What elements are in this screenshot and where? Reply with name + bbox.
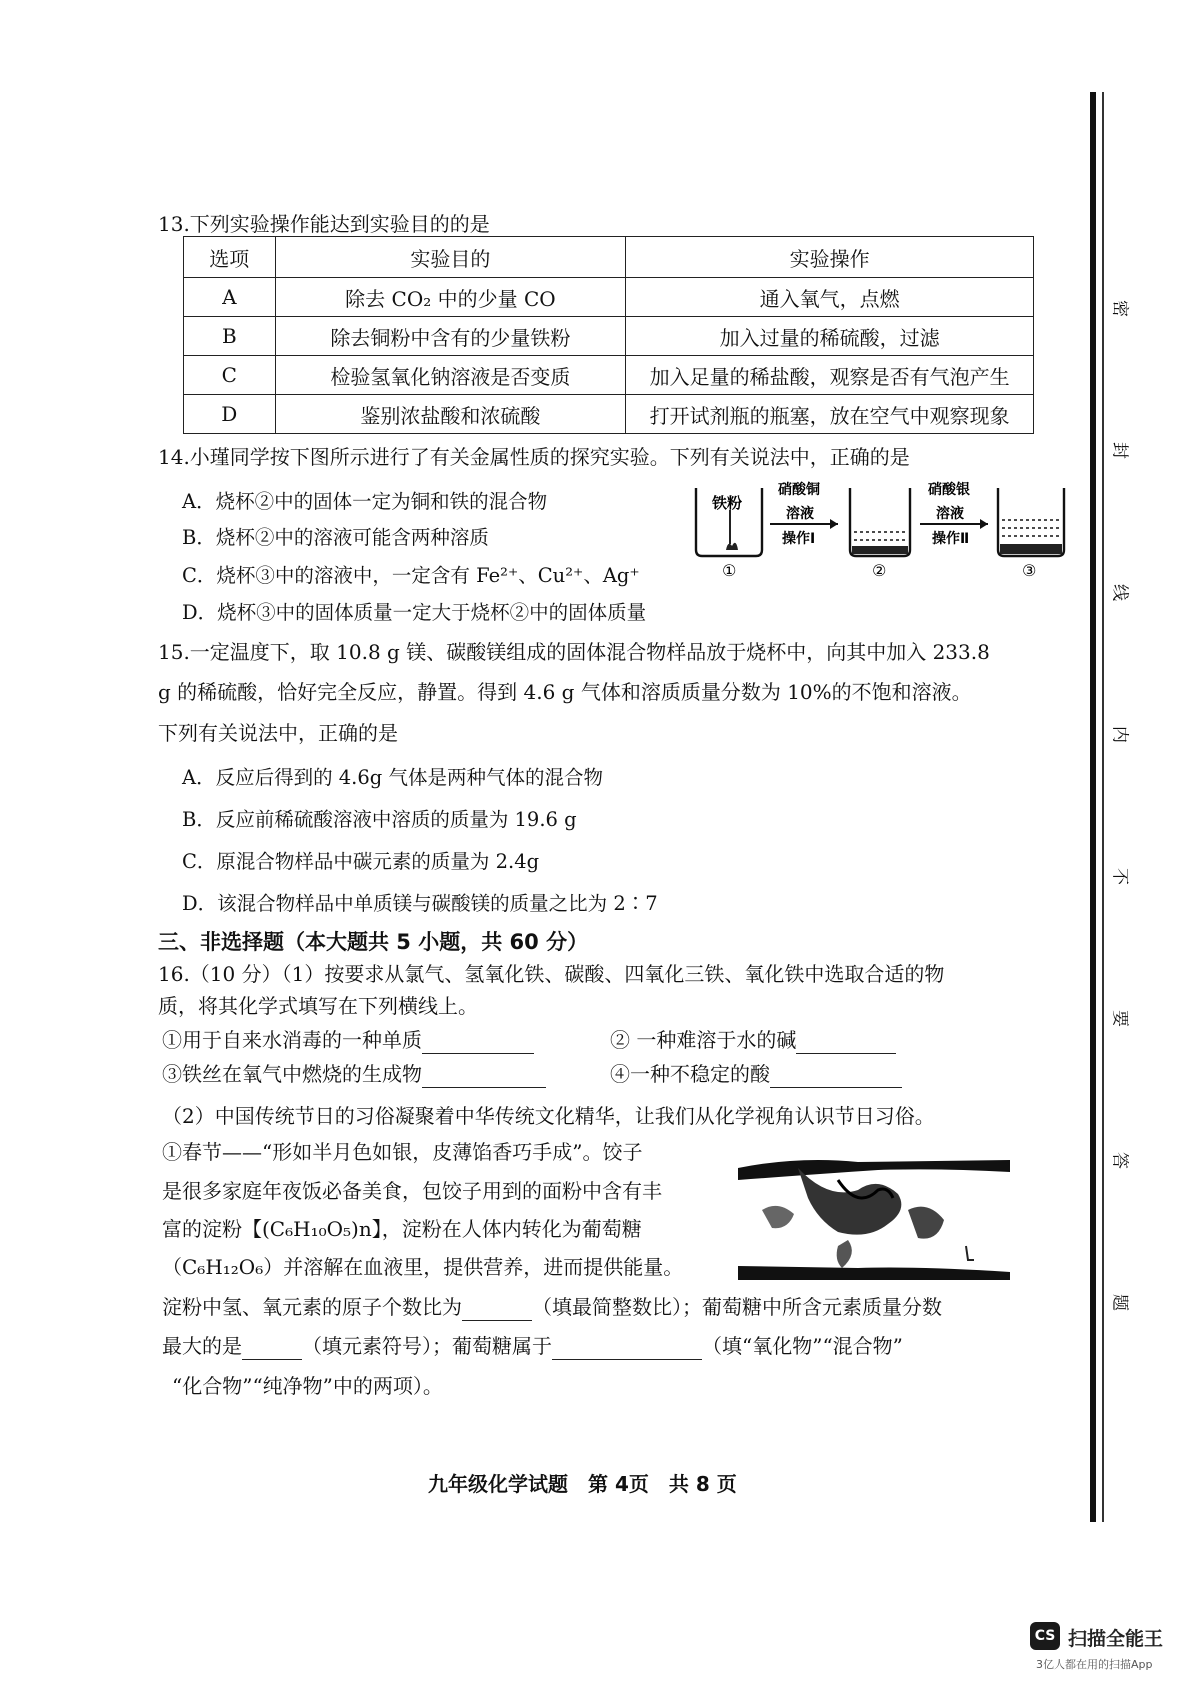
row-option: A bbox=[184, 278, 276, 317]
blank-4-prompt: ④一种不稳定的酸 bbox=[610, 1062, 770, 1086]
q16-line1: 16.（10 分）（1）按要求从氯气、氢氧化铁、碳酸、四氧化三铁、氧化铁中选取合适的物 bbox=[158, 962, 945, 986]
watermark-title: 扫描全能王 bbox=[1068, 1628, 1164, 1650]
dumpling-image-icon bbox=[738, 1150, 1010, 1280]
binding-rail-thick bbox=[1090, 92, 1096, 1522]
q16-part2-line8: “化合物”“纯净物”中的两项）。 bbox=[172, 1374, 443, 1398]
beaker-diagram bbox=[692, 480, 1072, 580]
table-row bbox=[184, 317, 1034, 356]
q15-line3: 下列有关说法中，正确的是 bbox=[158, 721, 398, 745]
q14-option-d: D．烧杯③中的固体质量一定大于烧杯②中的固体质量 bbox=[182, 601, 647, 624]
row-goal: 检验氢氧化钠溶液是否变质 bbox=[275, 356, 626, 395]
seal-char: 封 bbox=[1109, 442, 1130, 459]
step1-operation: 操作Ⅰ bbox=[782, 531, 816, 547]
line6-text-a: 淀粉中氢、氧元素的原子个数比为 bbox=[162, 1295, 462, 1319]
table-row bbox=[184, 356, 1034, 395]
beaker-3-icon bbox=[998, 488, 1064, 556]
step2-operation: 操作Ⅱ bbox=[932, 531, 970, 547]
beaker-1-number: ① bbox=[722, 561, 737, 580]
row-goal: 除去 CO₂ 中的少量 CO bbox=[275, 278, 626, 317]
answer-line-1[interactable] bbox=[422, 1033, 534, 1054]
row-option: C bbox=[184, 356, 276, 395]
blank-1-prompt: ①用于自来水消毒的一种单质 bbox=[162, 1028, 422, 1052]
seal-char: 内 bbox=[1109, 726, 1130, 743]
row-option: B bbox=[184, 317, 276, 356]
q15-option-d: D．该混合物样品中单质镁与碳酸镁的质量之比为 2∶7 bbox=[182, 892, 658, 915]
seal-char: 题 bbox=[1109, 1294, 1130, 1311]
answer-line-2[interactable] bbox=[796, 1033, 896, 1054]
camscanner-logo-icon: CS bbox=[1030, 1622, 1060, 1650]
row-option: D bbox=[184, 395, 276, 434]
q16-part2-line3: 是很多家庭年夜饭必备美食，包饺子用到的面粉中含有丰 bbox=[162, 1179, 662, 1203]
q16-blank-1 bbox=[162, 1026, 534, 1054]
row-operation: 通入氧气，点燃 bbox=[626, 278, 1034, 317]
q16-part2-line4: 富的淀粉【(C₆H₁₀O₅)n】，淀粉在人体内转化为葡萄糖 bbox=[162, 1217, 642, 1241]
table-row bbox=[184, 278, 1034, 317]
q13-table bbox=[183, 236, 1034, 434]
line6-text-b: （填最简整数比）；葡萄糖中所含元素质量分数 bbox=[532, 1295, 942, 1319]
q16-blank-3 bbox=[162, 1060, 546, 1088]
header-operation: 实验操作 bbox=[626, 237, 1034, 278]
row-goal: 鉴别浓盐酸和浓硫酸 bbox=[275, 395, 626, 434]
seal-char: 不 bbox=[1109, 868, 1130, 885]
beaker-2-number: ② bbox=[872, 561, 887, 580]
q14-option-b: B．烧杯②中的溶液可能含两种溶质 bbox=[182, 526, 489, 549]
answer-line-3[interactable] bbox=[422, 1067, 546, 1088]
step1-solution: 溶液 bbox=[786, 506, 814, 522]
blank-3-prompt: ③铁丝在氧气中燃烧的生成物 bbox=[162, 1062, 422, 1086]
step2-solution: 溶液 bbox=[936, 506, 964, 522]
seal-char: 要 bbox=[1109, 1010, 1130, 1027]
answer-line-ratio[interactable] bbox=[462, 1300, 532, 1321]
line7-text-c: （填“氧化物”“混合物” bbox=[702, 1334, 903, 1358]
step2-reagent: 硝酸银 bbox=[928, 482, 970, 498]
row-goal: 除去铜粉中含有的少量铁粉 bbox=[275, 317, 626, 356]
header-goal: 实验目的 bbox=[275, 237, 626, 278]
line7-text-a: 最大的是 bbox=[162, 1334, 242, 1358]
q15-option-c: C．原混合物样品中碳元素的质量为 2.4g bbox=[182, 850, 540, 873]
beaker-1-label: 铁粉 bbox=[712, 494, 743, 512]
header-option: 选项 bbox=[184, 237, 276, 278]
seal-char: 答 bbox=[1109, 1152, 1130, 1169]
row-operation: 打开试剂瓶的瓶塞，放在空气中观察现象 bbox=[626, 395, 1034, 434]
q16-part2-line7 bbox=[162, 1332, 903, 1360]
q13-title: 13.下列实验操作能达到实验目的的是 bbox=[158, 212, 490, 236]
beaker-3-number: ③ bbox=[1022, 561, 1037, 580]
watermark-subtitle: 3亿人都在用的扫描App bbox=[1036, 1658, 1153, 1671]
table-row bbox=[184, 395, 1034, 434]
q15-line1: 15.一定温度下，取 10.8 g 镁、碳酸镁组成的固体混合物样品放于烧杯中，向其中加入 233.8 bbox=[158, 640, 990, 664]
table-header-row bbox=[184, 237, 1034, 278]
q14-option-c: C．烧杯③中的溶液中，一定含有 Fe²⁺、Cu²⁺、Ag⁺ bbox=[182, 564, 640, 587]
q15-line2: g 的稀硫酸，恰好完全反应，静置。得到 4.6 g 气体和溶质质量分数为 10%的不饱和溶液。 bbox=[158, 680, 972, 704]
section-3-heading: 三、非选择题（本大题共 5 小题，共 60 分） bbox=[158, 930, 589, 954]
q14-title: 14.小瑾同学按下图所示进行了有关金属性质的探究实验。下列有关说法中，正确的是 bbox=[158, 445, 910, 469]
binding-rail-thin bbox=[1102, 92, 1104, 1522]
q16-blank-4 bbox=[610, 1060, 902, 1088]
q16-line2: 质，将其化学式填写在下列横线上。 bbox=[158, 994, 478, 1018]
dumpling-photo bbox=[738, 1150, 1010, 1280]
answer-line-classification[interactable] bbox=[552, 1339, 702, 1360]
line7-text-b: （填元素符号）；葡萄糖属于 bbox=[302, 1334, 552, 1358]
q16-blank-2 bbox=[610, 1026, 896, 1054]
beaker-2-icon bbox=[850, 488, 910, 556]
seal-char: 线 bbox=[1109, 584, 1130, 601]
q16-part2-line1: （2）中国传统节日的习俗凝聚着中华传统文化精华，让我们从化学视角认识节日习俗。 bbox=[162, 1104, 935, 1128]
step1-reagent: 硝酸铜 bbox=[778, 482, 820, 498]
q16-part2-line6 bbox=[162, 1293, 942, 1321]
q16-part2-line5: （C₆H₁₂O₆）并溶解在血液里，提供营养，进而提供能量。 bbox=[162, 1255, 684, 1279]
answer-line-4[interactable] bbox=[770, 1067, 902, 1088]
q16-part2-line2: ①春节——“形如半月色如银，皮薄馅香巧手成”。饺子 bbox=[162, 1140, 643, 1164]
q15-option-b: B．反应前稀硫酸溶液中溶质的质量为 19.6 g bbox=[182, 808, 577, 831]
row-operation: 加入过量的稀硫酸，过滤 bbox=[626, 317, 1034, 356]
seal-char: 密 bbox=[1109, 300, 1130, 317]
row-operation: 加入足量的稀盐酸，观察是否有气泡产生 bbox=[626, 356, 1034, 395]
answer-line-element[interactable] bbox=[242, 1339, 302, 1360]
page-footer: 九年级化学试题 第 4页 共 8 页 bbox=[428, 1472, 737, 1496]
q14-option-a: A．烧杯②中的固体一定为铜和铁的混合物 bbox=[182, 490, 548, 513]
blank-2-prompt: ② 一种难溶于水的碱 bbox=[610, 1028, 797, 1052]
q15-option-a: A．反应后得到的 4.6g 气体是两种气体的混合物 bbox=[182, 766, 603, 789]
